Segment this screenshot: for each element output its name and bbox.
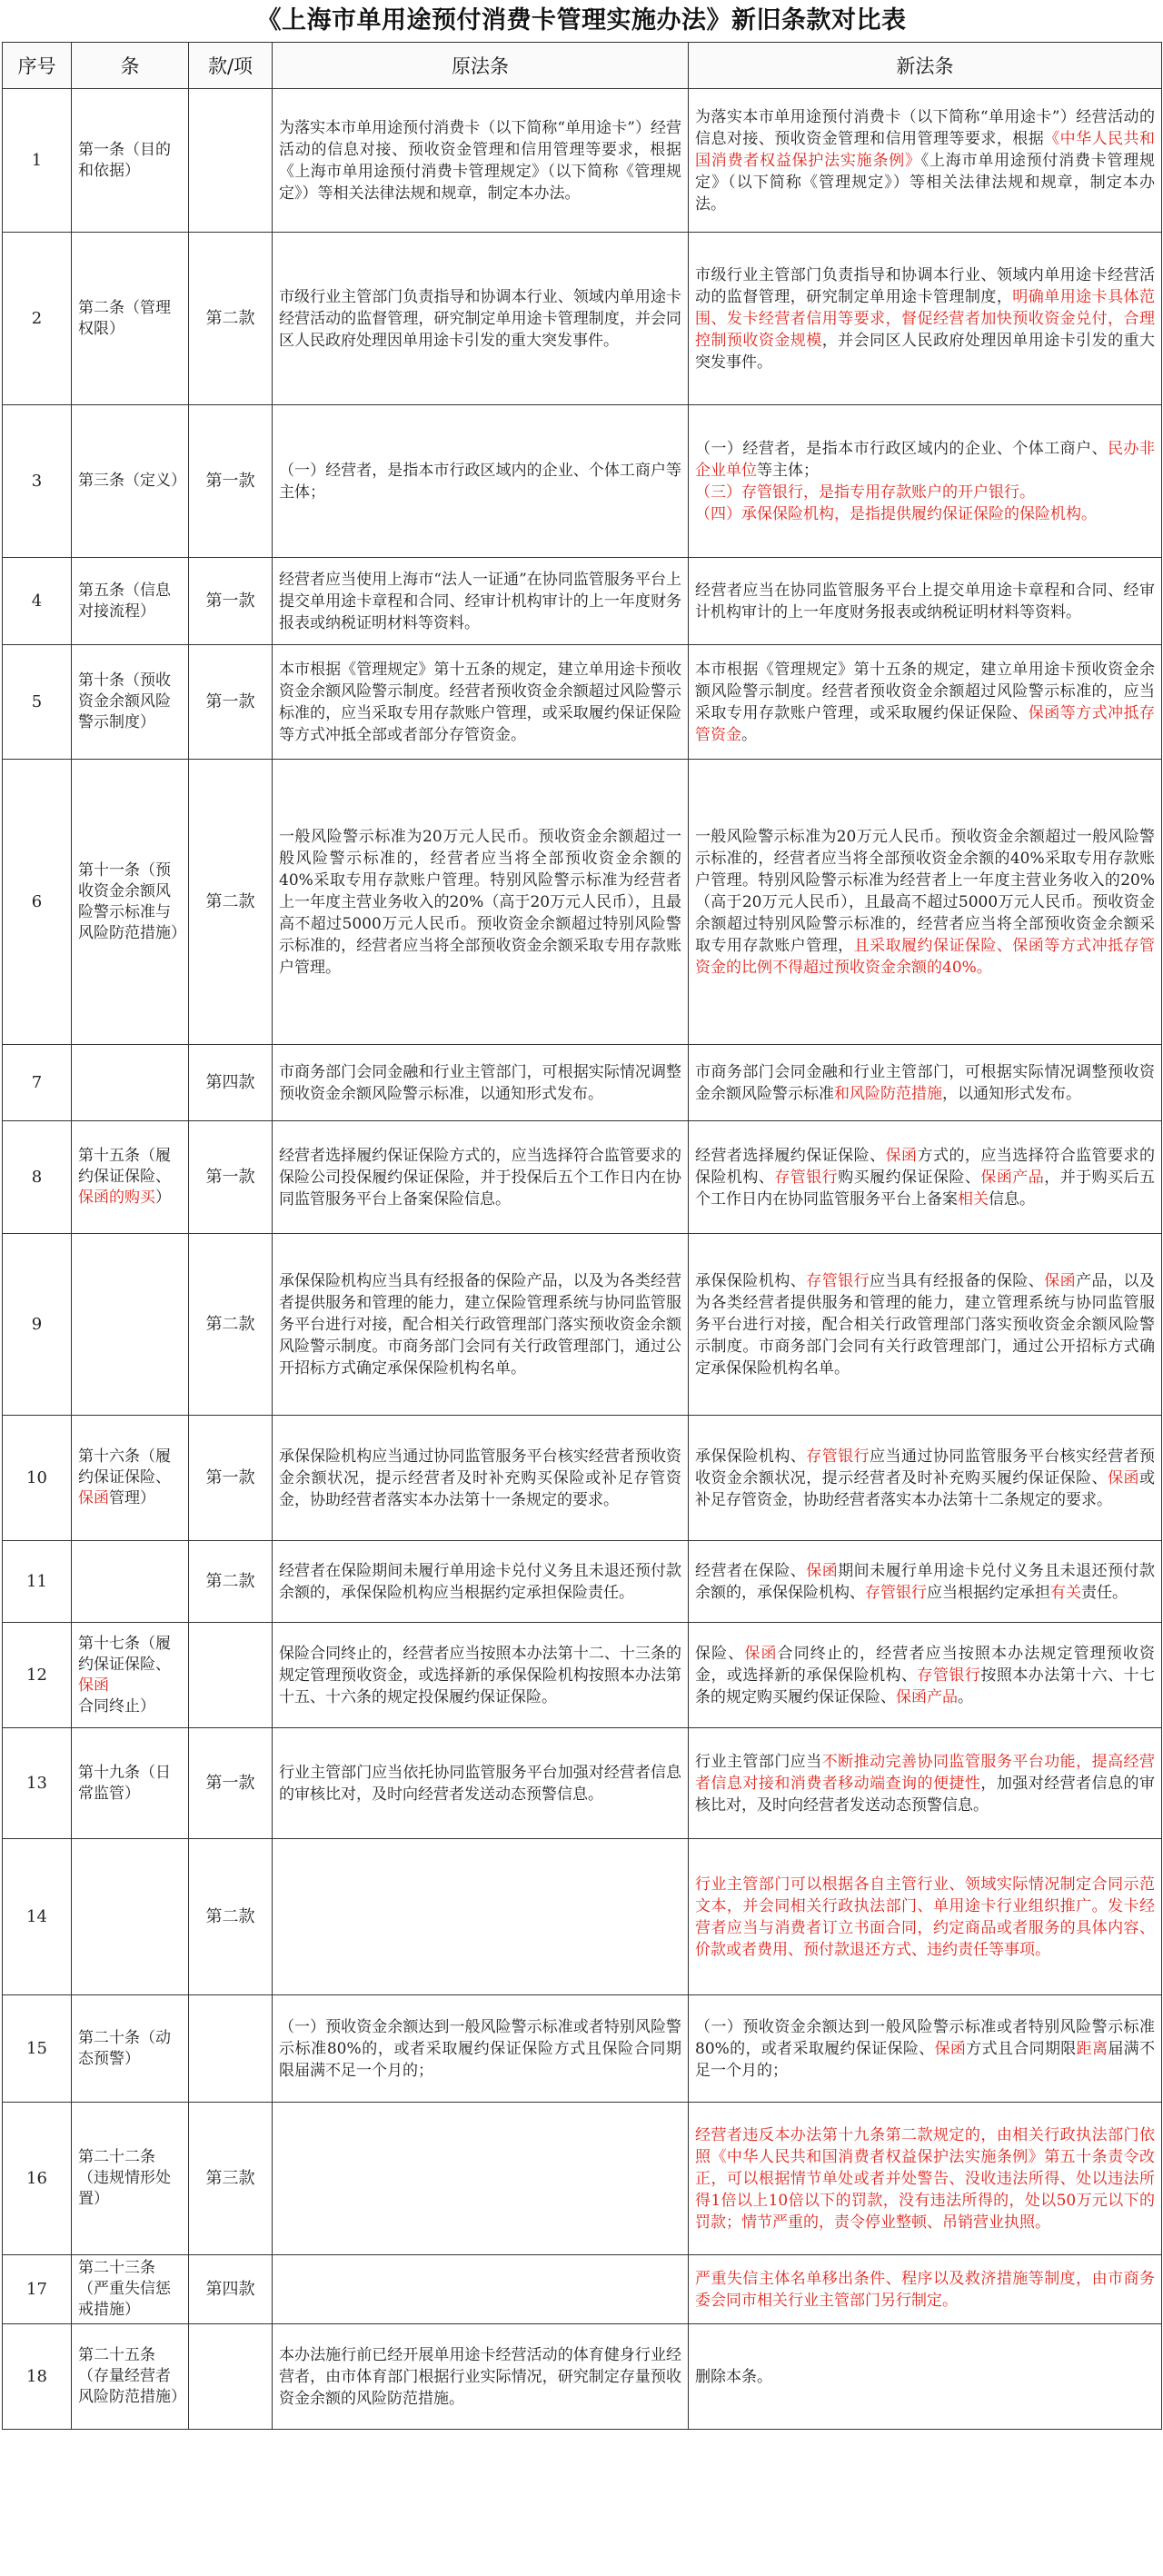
new-clause-text: 。 (741, 725, 757, 744)
new-clause-text: 按照本办法第十六、十七条的规定购买履约保证保险、 (695, 1666, 1156, 1706)
old-clause-cell: 经营者选择履约保证保险方式的，应当选择符合监管要求的保险公司投保履约保证保险，并于投保后五个工作日内在协同监管服务平台上备案保险信息。 (273, 1121, 689, 1234)
new-clause-change: 保函 (744, 1644, 778, 1663)
new-clause-text: 应当通过协同监管服务平台核实经营者预收资金余额状况，提示经营者及时补充购买履约保证保险、 (695, 1447, 1156, 1487)
old-clause-cell: 市级行业主管部门负责指导和协调本行业、领域内单用途卡经营活动的监督管理，研究制定单用途卡管理制度，并会同区人民政府处理因单用途卡引发的重大突发事件。 (273, 233, 689, 405)
article-text: 第十一条（预收资金余额风险警示标准与风险防范措施） (78, 860, 186, 942)
row-index: 15 (3, 1995, 72, 2103)
row-index: 4 (3, 558, 72, 645)
new-clause-text: ，并于购买后五个工作日内在协同监管服务平台上备案 (695, 1168, 1156, 1208)
table-row (3, 89, 1162, 233)
new-clause-text: ，以通知形式发布。 (942, 1084, 1081, 1103)
old-clause-cell: 一般风险警示标准为20万元人民币。预收资金余额超过一般风险警示标准的，经营者应当将全部预收资金余额的40%采取专用存款账户管理。特别风险警示标准为经营者上一年度主营业务收入的20%（高于20万元人民币），且最高不超过5000万元人民币。预收资金余额超过特别风险警示标准的，经营者应当将全部预收资金余额采取专用存款账户管理。 (273, 760, 689, 1045)
new-clause-change: 保函产品 (896, 1687, 958, 1706)
article-text: 第十条（预收资金余额风险警示制度） (78, 671, 171, 731)
new-clause-change: 保函 (806, 1561, 839, 1580)
new-clause-text: 产品，以及为各类经营者提供服务和管理的能力，建立管理系统与协同监管服务平台进行对接，配合相关行政管理部门落实预收资金余额风险警示制度。市商务部门会同有关行政管理部门，通过公开招标方式确定承保保险机构名单。 (695, 1271, 1156, 1378)
article-cell (72, 1045, 189, 1121)
paragraph-cell: 第三款 (189, 2103, 273, 2255)
new-clause-change: 和风险防范措施 (834, 1084, 942, 1103)
new-clause-cell (689, 2324, 1162, 2430)
header-index: 序号 (3, 43, 72, 89)
new-clause-text: 应当具有经报备的保险、 (870, 1271, 1045, 1290)
table-row (3, 1234, 1162, 1416)
new-clause-text: 承保保险机构、 (695, 1271, 807, 1290)
table-row (3, 1623, 1162, 1728)
old-clause-cell: （一）预收资金余额达到一般风险警示标准或者特别风险警示标准80%的，或者采取履约保证保险方式且保险合同期限届满不足一个月的； (273, 1995, 689, 2103)
row-index: 16 (3, 2103, 72, 2255)
paragraph-cell: 第二款 (189, 760, 273, 1045)
new-clause-text: 《上海市单用途预付消费卡管理规定》（以下简称《管理规定》）等相关法律法规和规章，制定本办法。 (695, 151, 1155, 214)
paragraph-cell: 第一款 (189, 1121, 273, 1234)
new-clause-change: 存管银行 (774, 1168, 839, 1187)
new-clause-text: 应当根据约定承担 (927, 1583, 1050, 1602)
article-text-changed: 保函 (78, 1489, 109, 1507)
new-clause-change: 存管银行 (865, 1583, 927, 1602)
article-cell (72, 1234, 189, 1416)
table-row (3, 1728, 1162, 1839)
new-clause-text: 届满不足一个月的； (695, 2039, 1156, 2080)
table-row (3, 2103, 1162, 2255)
table-row (3, 2255, 1162, 2324)
old-clause-cell: （一）经营者，是指本市行政区域内的企业、个体工商户等主体； (273, 405, 689, 558)
article-text: 第二十条（动态预警） (78, 2028, 171, 2068)
paragraph-cell: 第二款 (189, 1234, 273, 1416)
article-text: 第二十三条（严重失信惩戒措施） (78, 2259, 171, 2319)
new-clause-cell (689, 1623, 1162, 1728)
table-row (3, 1416, 1162, 1541)
table-row (3, 1995, 1162, 2103)
new-clause-text: 等主体； (757, 461, 819, 480)
new-clause-cell (689, 1541, 1162, 1623)
new-clause-change: 有关 (1050, 1583, 1081, 1602)
new-clause-text: 信息。 (989, 1189, 1035, 1208)
old-clause-cell (273, 1839, 689, 1995)
article-cell (72, 2324, 189, 2430)
new-clause-cell (689, 1234, 1162, 1416)
new-clause-text: 合同终止的，经营者应当按照本办法规定管理预收资金，或选择新的承保保险机构、 (695, 1644, 1156, 1685)
paragraph-cell (189, 1995, 273, 2103)
old-clause-cell: 为落实本市单用途预付消费卡（以下简称“单用途卡”）经营活动的信息对接、预收资金管理和信用管理等要求，根据《上海市单用途预付消费卡管理规定》（以下简称《管理规定》）等相关法律法规和规章，制定本办法。 (273, 89, 689, 233)
row-index: 9 (3, 1234, 72, 1416)
article-cell (72, 1995, 189, 2103)
article-text: 第五条（信息对接流程） (78, 581, 171, 621)
new-clause-text: 行业主管部门应当 (695, 1752, 822, 1771)
article-text-tail: 合同终止） (78, 1696, 155, 1716)
new-clause-text: 为落实本市单用途预付消费卡（以下简称“单用途卡”）经营活动的信息对接、预收资金管理和信用管理等要求，根据 (695, 107, 1155, 148)
article-cell (72, 405, 189, 558)
paragraph-cell: 第一款 (189, 405, 273, 558)
new-clause-cell (689, 233, 1162, 405)
article-text: 第三条（定义） (78, 472, 186, 490)
new-clause-change: 保函 (1044, 1271, 1077, 1290)
old-clause-cell: 承保保险机构应当具有经报备的保险产品，以及为各类经营者提供服务和管理的能力，建立保险管理系统与协同监管服务平台进行对接，配合相关行政管理部门落实预收资金余额风险警示制度。市商务部门会同有关行政管理部门，通过公开招标方式确定承保保险机构名单。 (273, 1234, 689, 1416)
table-row (3, 1839, 1162, 1995)
article-text: 第十五条（履约保证保险、 (78, 1147, 171, 1186)
new-clause-text: 经营者应当在协同监管服务平台上提交单用途卡章程和合同、经审计机构审计的上一年度财务报表或纳税证明材料等资料。 (695, 581, 1155, 622)
table-row (3, 1541, 1162, 1623)
article-text: 第二十二条（违规情形处置） (78, 2148, 171, 2208)
old-clause-cell: 本办法施行前已经开展单用途卡经营活动的体育健身行业经营者，由市体育部门根据行业实际情况，研究制定存量预收资金余额的风险防范措施。 (273, 2324, 689, 2430)
article-cell (72, 2103, 189, 2255)
old-clause-cell: 承保保险机构应当通过协同监管服务平台核实经营者预收资金余额状况，提示经营者及时补充购买保险或补足存管资金，协助经营者落实本办法第十一条规定的要求。 (273, 1416, 689, 1541)
new-clause-text: 本市根据《管理规定》第十五条的规定，建立单用途卡预收资金余额风险警示制度。经营者预收资金余额超过风险警示标准的，应当采取专用存款账户管理，或采取履约保证保险、 (695, 660, 1155, 722)
paragraph-cell: 第四款 (189, 1045, 273, 1121)
new-clause-text: 承保保险机构、 (695, 1447, 807, 1466)
article-cell (72, 1728, 189, 1839)
row-index: 1 (3, 89, 72, 233)
new-clause-change: 不断推动完善协同监管服务平台功能，提高经营者信息对接和消费者移动端查询的便捷性 (695, 1752, 1156, 1793)
new-clause-cell (689, 1839, 1162, 1995)
new-clause-cell (689, 405, 1162, 558)
article-cell (72, 760, 189, 1045)
paragraph-cell (189, 89, 273, 233)
paragraph-cell: 第一款 (189, 1728, 273, 1839)
new-clause-text: 一般风险警示标准为20万元人民币。预收资金余额超过一般风险警示标准的，经营者应当将全部预收资金余额的40%采取专用存款账户管理。特别风险警示标准为经营者上一年度主营业务收入的20%（高于20万元人民币），且最高不超过5000万元人民币。预收资金余额超过特别风险警示标准的，经营者应当将全部预收资金余额采取专用存款账户管理， (695, 827, 1155, 955)
new-clause-text: 保险、 (695, 1644, 745, 1663)
paragraph-cell: 第二款 (189, 233, 273, 405)
new-clause-text: 方式且合同期限 (966, 2039, 1077, 2058)
new-clause-cell (689, 558, 1162, 645)
new-clause-text: 或补足存管资金，协助经营者落实本办法第十二条规定的要求。 (695, 1468, 1156, 1509)
article-cell (72, 645, 189, 760)
new-clause-text: 市级行业主管部门负责指导和协调本行业、领域内单用途卡经营活动的监督管理，研究制定单用途卡管理制度， (695, 265, 1155, 306)
article-cell (72, 2255, 189, 2324)
table-row (3, 405, 1162, 558)
old-clause-cell (273, 2255, 689, 2324)
old-clause-cell: 行业主管部门应当依托协同监管服务平台加强对经营者信息的审核比对，及时向经营者发送动态预警信息。 (273, 1728, 689, 1839)
row-index: 11 (3, 1541, 72, 1623)
row-index: 3 (3, 405, 72, 558)
new-clause-text: （一）预收资金余额达到一般风险警示标准或者特别风险警示标准80%的，或者采取履约保证保险、 (695, 2017, 1155, 2058)
new-clause-change: 相关 (958, 1189, 989, 1208)
new-clause-text: 经营者选择履约保证保险、 (695, 1146, 886, 1165)
new-clause-text: 方式的，应当选择符合监管要求的保险机构、 (695, 1146, 1156, 1187)
header-new-clause: 新法条 (689, 43, 1162, 89)
table-row (3, 1121, 1162, 1234)
new-clause-change: 保函 (934, 2039, 967, 2058)
new-clause-change: 保函产品 (980, 1168, 1045, 1187)
paragraph-cell: 第一款 (189, 645, 273, 760)
new-clause-change: （三）存管银行，是指专用存款账户的开户银行。 (695, 482, 1035, 502)
header-old-clause: 原法条 (273, 43, 689, 89)
old-clause-cell: 保险合同终止的，经营者应当按照本办法第十二、十三条的规定管理预收资金，或选择新的承保保险机构按照本办法第十五、十六条的规定投保履约保证保险。 (273, 1623, 689, 1728)
new-clause-text: 删除本条。 (695, 2367, 772, 2386)
table-header-row (3, 43, 1162, 89)
article-cell (72, 1839, 189, 1995)
old-clause-cell (273, 2103, 689, 2255)
row-index: 5 (3, 645, 72, 760)
paragraph-cell: 第一款 (189, 1416, 273, 1541)
row-index: 2 (3, 233, 72, 405)
article-text: 第十七条（履约保证保险、 (78, 1634, 171, 1674)
row-index: 8 (3, 1121, 72, 1234)
new-clause-change: 且采取履约保证保险、保函等方式冲抵存管资金的比例不得超过预收资金余额的40%。 (695, 936, 1156, 977)
new-clause-change: 存管银行 (806, 1271, 870, 1290)
article-cell (72, 1541, 189, 1623)
article-text-tail: ） (155, 1189, 171, 1207)
article-text: 第一条（目的和依据） (78, 140, 171, 180)
new-clause-change: 存管银行 (806, 1447, 870, 1466)
new-clause-cell (689, 89, 1162, 233)
table-row (3, 760, 1162, 1045)
paragraph-cell: 第二款 (189, 1839, 273, 1995)
article-cell (72, 1121, 189, 1234)
article-text-tail: 管理） (109, 1489, 155, 1507)
comparison-table (2, 42, 1162, 2430)
new-clause-cell (689, 2255, 1162, 2324)
new-clause-change: 保函等方式冲抵存管资金 (695, 703, 1155, 744)
new-clause-change: 保函 (885, 1146, 918, 1165)
new-clause-cell (689, 2103, 1162, 2255)
paragraph-cell: 第四款 (189, 2255, 273, 2324)
new-clause-text: ，加强对经营者信息的审核比对，及时向经营者发送动态预警信息。 (695, 1774, 1156, 1815)
new-clause-change: 《中华人民共和国消费者权益保护法实施条例》 (695, 129, 1156, 170)
article-text: 第二条（管理权限） (78, 298, 171, 338)
paragraph-cell: 第二款 (189, 1541, 273, 1623)
new-clause-text: 经营者在保险、 (695, 1561, 807, 1580)
article-cell (72, 89, 189, 233)
new-clause-change: 距离 (1076, 2039, 1108, 2058)
header-article: 条 (72, 43, 189, 89)
article-cell (72, 233, 189, 405)
old-clause-cell: 本市根据《管理规定》第十五条的规定，建立单用途卡预收资金余额风险警示制度。经营者预收资金余额超过风险警示标准的，应当采取专用存款账户管理，或采取履约保证保险等方式冲抵全部或者部分存管资金。 (273, 645, 689, 760)
row-index: 7 (3, 1045, 72, 1121)
new-clause-text: 。 (958, 1687, 973, 1706)
new-clause-change: 经营者违反本办法第十九条第二款规定的，由相关行政执法部门依照《中华人民共和国消费者权益保护法实施条例》第五十条责令改正，可以根据情节单处或者并处警告、没收违法所得、处以违法所得1倍以上10倍以下的罚款，没有违法所得的，处以50万元以下的罚款；情节严重的，责令停业整顿、吊销营业执照。 (695, 2125, 1155, 2232)
new-clause-cell (689, 645, 1162, 760)
row-index: 12 (3, 1623, 72, 1728)
new-clause-text: ，并会同区人民政府处理因单用途卡引发的重大突发事件。 (695, 331, 1156, 372)
new-clause-change: 存管银行 (917, 1666, 981, 1685)
new-clause-change: （四）承保保险机构，是指提供履约保证保险的保险机构。 (695, 504, 1097, 523)
new-clause-change: 明确单用途卡具体范围、发卡经营者信用等要求，督促经营者加快预收资金兑付，合理控制预收资金规模 (695, 287, 1156, 350)
old-clause-cell: 经营者在保险期间未履行单用途卡兑付义务且未退还预付款余额的，承保保险机构应当根据约定承担保险责任。 (273, 1541, 689, 1623)
table-row (3, 233, 1162, 405)
new-clause-text: 期间未履行单用途卡兑付义务且未退还预付款余额的，承保保险机构、 (695, 1561, 1156, 1602)
article-cell (72, 558, 189, 645)
table-row (3, 1045, 1162, 1121)
old-clause-cell: 经营者应当使用上海市“法人一证通”在协同监管服务平台上提交单用途卡章程和合同、经审计机构审计的上一年度财务报表或纳税证明材料等资料。 (273, 558, 689, 645)
row-index: 18 (3, 2324, 72, 2430)
article-cell (72, 1416, 189, 1541)
paragraph-cell: 第一款 (189, 558, 273, 645)
new-clause-cell (689, 1416, 1162, 1541)
row-index: 6 (3, 760, 72, 1045)
article-cell (72, 1623, 189, 1728)
table-row (3, 2324, 1162, 2430)
new-clause-cell (689, 760, 1162, 1045)
article-text: 第二十五条（存量经营者风险防范措施） (78, 2346, 186, 2406)
page-title: 《上海市单用途预付消费卡管理实施办法》新旧条款对比表 (256, 6, 907, 35)
new-clause-cell (689, 1995, 1162, 2103)
new-clause-text: 市商务部门会同金融和行业主管部门，可根据实际情况调整预收资金余额风险警示标准 (695, 1062, 1155, 1103)
row-index: 14 (3, 1839, 72, 1995)
paragraph-cell (189, 1623, 273, 1728)
table-row (3, 558, 1162, 645)
row-index: 17 (3, 2255, 72, 2324)
new-clause-cell (689, 1728, 1162, 1839)
header-paragraph: 款/项 (189, 43, 273, 89)
row-index: 13 (3, 1728, 72, 1839)
new-clause-text: 购买履约保证保险、 (838, 1168, 981, 1187)
article-text: 第十九条（日常监管） (78, 1763, 171, 1803)
article-text-changed: 保函 (78, 1676, 109, 1695)
new-clause-text: （一）经营者，是指本市行政区域内的企业、个体工商户、 (695, 439, 1108, 458)
old-clause-cell: 市商务部门会同金融和行业主管部门，可根据实际情况调整预收资金余额风险警示标准，以通知形式发布。 (273, 1045, 689, 1121)
new-clause-cell (689, 1045, 1162, 1121)
new-clause-change: 保函 (1108, 1468, 1140, 1487)
new-clause-cell (689, 1121, 1162, 1234)
article-text: 第十六条（履约保证保险、 (78, 1447, 171, 1487)
new-clause-change: 行业主管部门可以根据各自主管行业、领域实际情况制定合同示范文本，并会同相关行政执法部门、单用途卡行业组织推广。发卡经营者应当与消费者订立书面合同，约定商品或者服务的具体内容、价款或者费用、预付款退还方式、违约责任等事项。 (695, 1875, 1155, 1959)
paragraph-cell (189, 2324, 273, 2430)
new-clause-text: 责任。 (1081, 1583, 1128, 1602)
row-index: 10 (3, 1416, 72, 1541)
table-row (3, 645, 1162, 760)
new-clause-change: 严重失信主体名单移出条件、程序以及救济措施等制度，由市商务委会同市相关行业主管部门另行制定。 (695, 2269, 1155, 2310)
new-clause-change: 民办非企业单位 (695, 439, 1156, 480)
article-text-changed: 保函的购买 (78, 1189, 155, 1207)
